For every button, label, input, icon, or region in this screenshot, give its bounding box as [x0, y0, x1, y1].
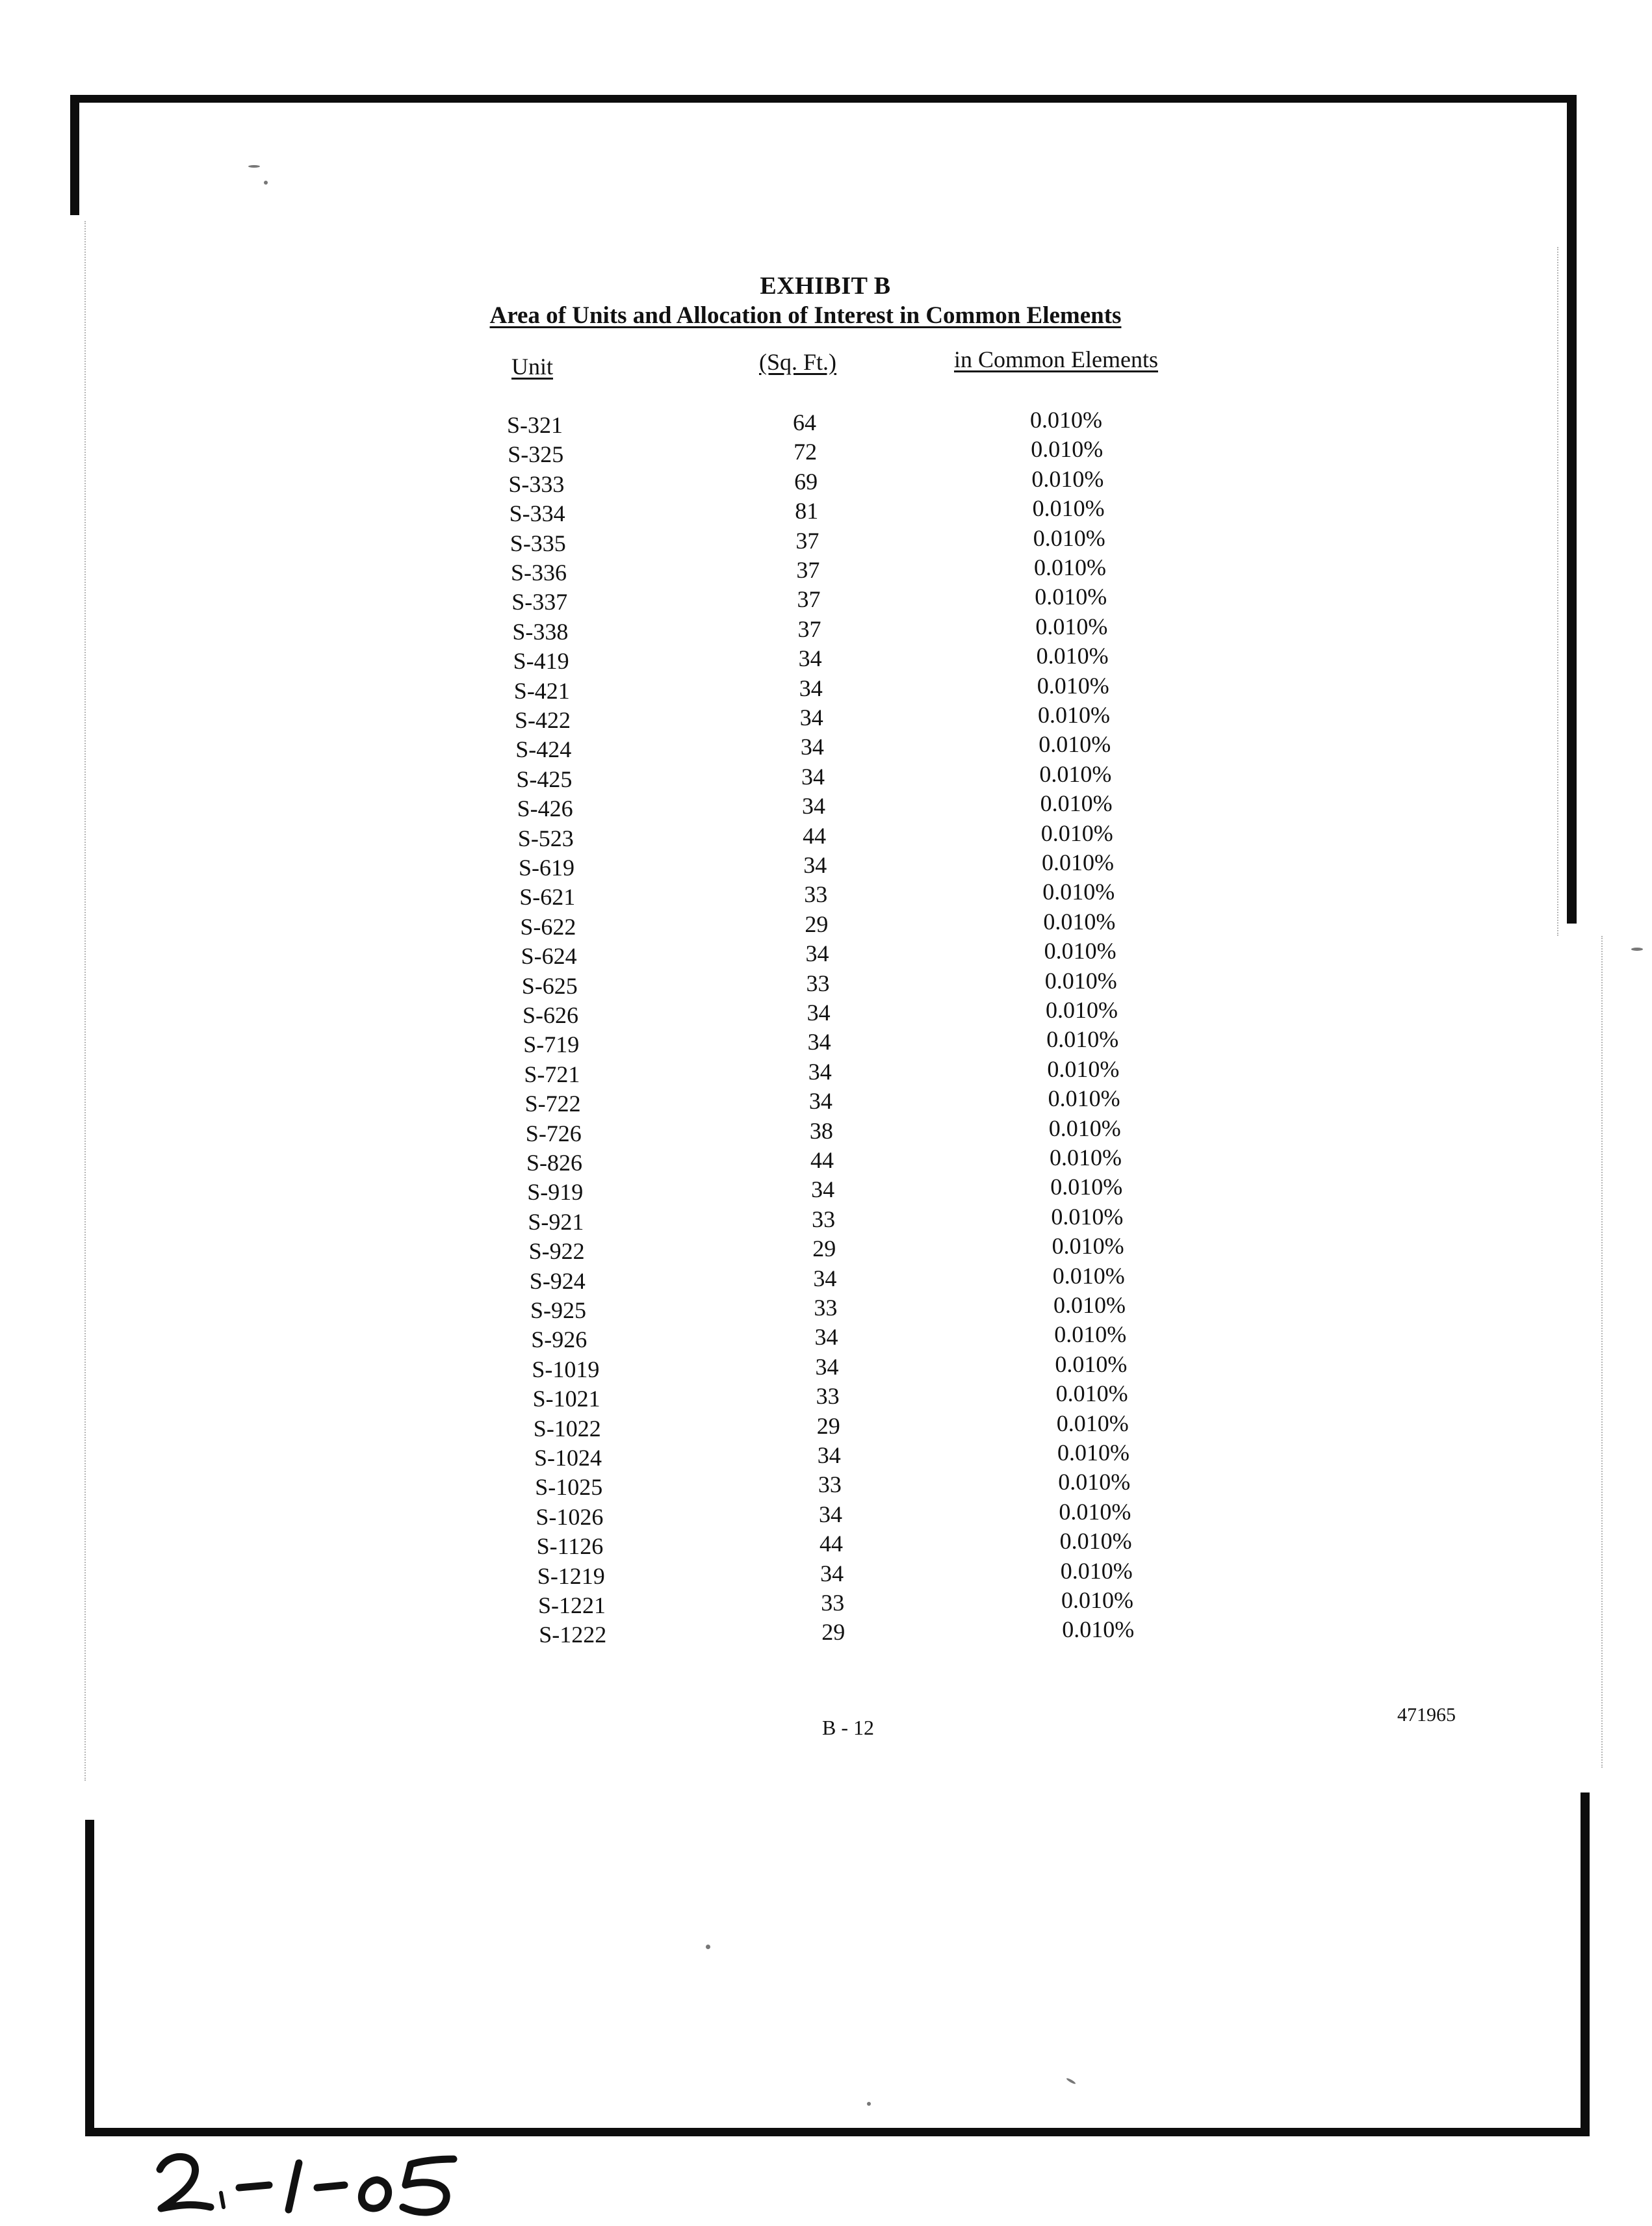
area-cell: 37: [797, 586, 821, 613]
area-cell: 34: [808, 1088, 832, 1115]
unit-cell: S-424: [515, 736, 572, 763]
unit-cell: S-422: [515, 707, 571, 733]
unit-cell: S-1219: [537, 1562, 605, 1589]
area-cell: 37: [797, 615, 821, 642]
area-cell: 64: [793, 409, 816, 435]
area-cell: 34: [811, 1176, 835, 1203]
area-cell: 37: [795, 527, 820, 554]
exhibit-title: EXHIBIT B: [760, 272, 891, 300]
area-cell: 29: [821, 1619, 845, 1646]
area-cell: 34: [802, 793, 826, 820]
unit-cell: S-426: [517, 796, 573, 822]
unit-cell: S-335: [510, 530, 566, 556]
interest-cell: 0.010%: [1035, 584, 1107, 610]
unit-cell: S-333: [508, 471, 565, 497]
area-cell: 33: [814, 1295, 838, 1321]
unit-cell: S-625: [521, 972, 578, 999]
interest-cell: 0.010%: [1033, 524, 1105, 551]
interest-cell: 0.010%: [1052, 1233, 1124, 1260]
unit-cell: S-336: [511, 560, 567, 586]
interest-cell: 0.010%: [1044, 967, 1117, 994]
unit-cell: S-619: [519, 855, 575, 881]
unit-cell: S-325: [508, 441, 564, 468]
unit-cell: S-721: [524, 1061, 580, 1087]
unit-cell: S-626: [523, 1002, 579, 1028]
area-cell: 33: [806, 970, 830, 996]
unit-cell: S-624: [521, 943, 577, 970]
interest-cell: 0.010%: [1032, 495, 1105, 522]
exhibit-subtitle: Area of Units and Allocation of Interest in Common Elements: [489, 302, 1122, 329]
interest-cell: 0.010%: [1059, 1498, 1131, 1525]
interest-cell: 0.010%: [1052, 1262, 1125, 1289]
interest-cell: 0.010%: [1046, 997, 1118, 1023]
handwritten-date-signature: [148, 2145, 486, 2226]
interest-cell: 0.010%: [1035, 613, 1108, 640]
unit-cell: S-1221: [538, 1592, 606, 1618]
unit-cell: S-722: [524, 1091, 581, 1117]
interest-cell: 0.010%: [1042, 879, 1115, 905]
area-cell: 34: [799, 675, 823, 701]
unit-cell: S-421: [513, 677, 570, 704]
unit-cell: S-921: [528, 1208, 584, 1235]
handwritten-date-drawing: [148, 2145, 486, 2223]
area-cell: 44: [820, 1531, 844, 1557]
unit-cell: S-925: [530, 1297, 587, 1323]
unit-cell: S-338: [512, 618, 569, 645]
area-cell: 34: [801, 763, 825, 790]
area-cell: 72: [794, 439, 818, 465]
unit-cell: S-719: [523, 1031, 580, 1058]
area-cell: 69: [794, 468, 818, 495]
interest-cell: 0.010%: [1055, 1351, 1128, 1377]
unit-cell: S-337: [511, 589, 568, 615]
unit-cell: S-622: [520, 913, 576, 940]
interest-cell: 0.010%: [1046, 1026, 1119, 1053]
area-cell: 34: [807, 1029, 831, 1055]
column-header-interest: in Common Elements: [954, 346, 1158, 372]
area-cell: 34: [808, 1058, 832, 1085]
unit-cell: S-919: [527, 1179, 584, 1206]
unit-cell: S-924: [529, 1267, 586, 1294]
interest-cell: 0.010%: [1048, 1115, 1121, 1141]
area-cell: 37: [796, 557, 820, 583]
area-cell: 34: [803, 852, 827, 878]
area-cell: 33: [818, 1471, 842, 1498]
unit-cell: S-1026: [536, 1503, 604, 1530]
unit-cell: S-1021: [532, 1386, 600, 1412]
column-header-area: (Sq. Ft.): [759, 349, 837, 375]
interest-cell: 0.010%: [1038, 702, 1110, 728]
area-cell: 38: [809, 1117, 833, 1144]
area-cell: 34: [815, 1353, 839, 1380]
interest-cell: 0.010%: [1056, 1410, 1129, 1436]
area-cell: 33: [816, 1383, 840, 1410]
unit-cell: S-425: [516, 766, 573, 792]
interest-cell: 0.010%: [1057, 1440, 1129, 1466]
interest-cell: 0.010%: [1031, 436, 1103, 463]
unit-cell: S-321: [507, 412, 563, 438]
interest-cell: 0.010%: [1040, 820, 1113, 846]
column-header-unit: Unit: [511, 354, 554, 380]
area-cell: 34: [820, 1560, 844, 1586]
area-cell: 34: [813, 1265, 837, 1291]
unit-cell: S-419: [513, 648, 569, 675]
interest-cell: 0.010%: [1051, 1203, 1124, 1230]
area-cell: 44: [810, 1147, 834, 1173]
interest-cell: 0.010%: [1062, 1616, 1135, 1643]
area-cell: 34: [817, 1442, 841, 1468]
unit-cell: S-1024: [534, 1445, 602, 1471]
unit-cell: S-726: [525, 1120, 582, 1146]
document-number: 471965: [1397, 1704, 1456, 1726]
area-cell: 34: [805, 940, 829, 967]
area-cell: 29: [816, 1412, 840, 1439]
interest-cell: 0.010%: [1059, 1528, 1132, 1555]
area-cell: 34: [814, 1324, 838, 1351]
interest-cell: 0.010%: [1030, 407, 1102, 433]
interest-cell: 0.010%: [1050, 1145, 1122, 1171]
area-cell: 29: [805, 911, 829, 937]
interest-cell: 0.010%: [1061, 1587, 1133, 1613]
interest-cell: 0.010%: [1044, 938, 1116, 964]
interest-cell: 0.010%: [1034, 554, 1106, 580]
interest-cell: 0.010%: [1039, 760, 1112, 787]
interest-cell: 0.010%: [1060, 1557, 1133, 1584]
unit-cell: S-922: [528, 1238, 585, 1265]
area-cell: 34: [800, 734, 824, 760]
area-cell: 34: [798, 645, 822, 672]
unit-cell: S-1019: [532, 1356, 600, 1382]
interest-cell: 0.010%: [1043, 908, 1116, 935]
area-cell: 81: [795, 498, 819, 524]
area-cell: 33: [812, 1206, 836, 1232]
unit-cell: S-1126: [536, 1533, 604, 1560]
unit-cell: S-926: [531, 1327, 587, 1353]
interest-cell: 0.010%: [1054, 1321, 1127, 1348]
interest-cell: 0.010%: [1050, 1174, 1123, 1200]
interest-cell: 0.010%: [1053, 1292, 1126, 1318]
interest-cell: 0.010%: [1048, 1085, 1120, 1112]
unit-cell: S-621: [519, 884, 576, 911]
area-cell: 34: [818, 1501, 842, 1527]
interest-cell: 0.010%: [1047, 1055, 1120, 1082]
page-number: B - 12: [822, 1716, 874, 1739]
unit-cell: S-523: [517, 825, 574, 851]
interest-cell: 0.010%: [1058, 1469, 1131, 1495]
interest-cell: 0.010%: [1042, 849, 1114, 875]
area-cell: 33: [821, 1590, 845, 1616]
interest-cell: 0.010%: [1031, 465, 1104, 492]
area-cell: 29: [812, 1236, 836, 1262]
unit-cell: S-1025: [535, 1474, 603, 1501]
interest-cell: 0.010%: [1055, 1380, 1128, 1407]
unit-cell: S-1222: [539, 1622, 607, 1648]
area-cell: 34: [799, 705, 823, 731]
unit-cell: S-334: [509, 500, 565, 527]
interest-cell: 0.010%: [1037, 672, 1109, 699]
area-cell: 44: [803, 822, 827, 849]
unit-cell: S-1022: [533, 1415, 601, 1442]
unit-cell: S-826: [526, 1150, 583, 1176]
interest-cell: 0.010%: [1036, 643, 1109, 669]
area-cell: 33: [804, 881, 828, 908]
interest-cell: 0.010%: [1039, 731, 1111, 758]
interest-cell: 0.010%: [1040, 790, 1113, 817]
area-cell: 34: [807, 1000, 831, 1026]
